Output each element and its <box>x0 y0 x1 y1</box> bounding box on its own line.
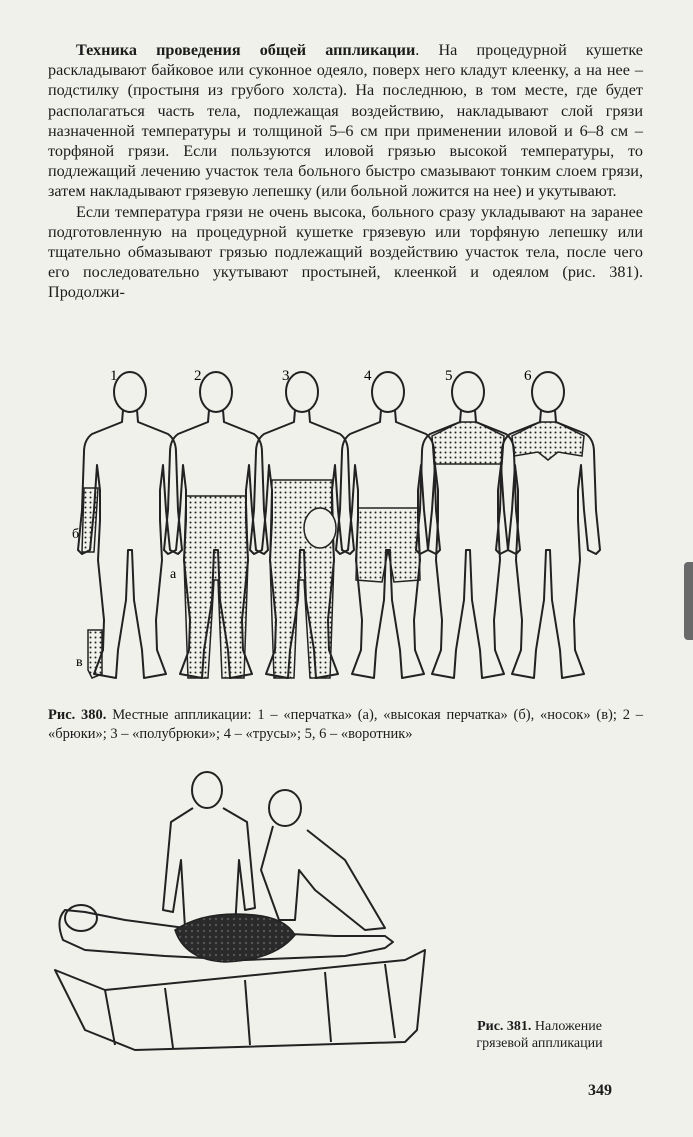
figure-381-caption-line-1 <box>452 1018 627 1035</box>
body-text <box>48 40 643 303</box>
page-edge-tab <box>684 562 693 640</box>
fig-number-5: 5 <box>445 368 453 384</box>
paragraph-heading: Техника проведения общей аппликации <box>76 41 416 59</box>
label-b: б <box>72 527 80 542</box>
figure-380-illustration <box>58 360 648 695</box>
figure-381-caption-text-1: Наложение <box>531 1019 602 1034</box>
fig-number-2: 2 <box>194 368 202 384</box>
figure-6-collar-front <box>496 372 600 678</box>
paragraph-1-text: . На процедурной кушетке раскладывают байковое или суконное одеяло, поверх него кладут клеенку, а на нее – подстилку (простыня из грубого холста). На последнюю, в том месте, где будет располагаться часть тела, подлежащая воздействию, накладывают слой грязи назначенной температуры и толщиной 5–6 см при применении иловой и 6–8 см – торфяной грязи. Если пользуются иловой грязью высокой температуры, то подлежащий лечению участок тела больного быстро смазывают тонким слоем грязи, затем накладывают грязевую лепешку (или больной ложится на нее) и укутывают. <box>48 41 643 201</box>
label-v: в <box>76 655 83 670</box>
fig-number-3: 3 <box>282 368 290 384</box>
fig-number-4: 4 <box>364 368 372 384</box>
paragraph-1 <box>48 40 643 202</box>
fig-number-1: 1 <box>110 368 118 384</box>
figure-380-caption-text: Местные аппликации: 1 – «перчатка» (а), «высокая перчатка» (б), «носок» (в); 2 – «брюки»; 3 – «полубрюки»; 4 – «трусы»; 5, 6 – «воротник» <box>48 707 643 742</box>
label-a: а <box>170 567 177 582</box>
fig-number-6: 6 <box>524 368 532 384</box>
figure-380-label: Рис. 380. <box>48 707 107 723</box>
figure-381-caption-line-2: грязевой аппликации <box>476 1036 603 1051</box>
paragraph-2: Если температура грязи не очень высока, больного сразу укладывают на заранее подготовленную на процедурной кушетке грязевую или торфяную лепешку или тщательно обмазывают грязью подлежащий воздействию участок тела, после чего его последовательно укутывают простыней, клеенкой и одеялом (рис. 381). Продолжи- <box>48 202 643 302</box>
figure-5-collar-back <box>416 372 520 678</box>
figure-381-caption <box>452 1018 627 1052</box>
figure-381-label: Рис. 381. <box>477 1019 532 1034</box>
figure-381-illustration <box>45 760 445 1060</box>
figure-380-caption <box>48 706 643 744</box>
page-number: 349 <box>588 1082 612 1099</box>
